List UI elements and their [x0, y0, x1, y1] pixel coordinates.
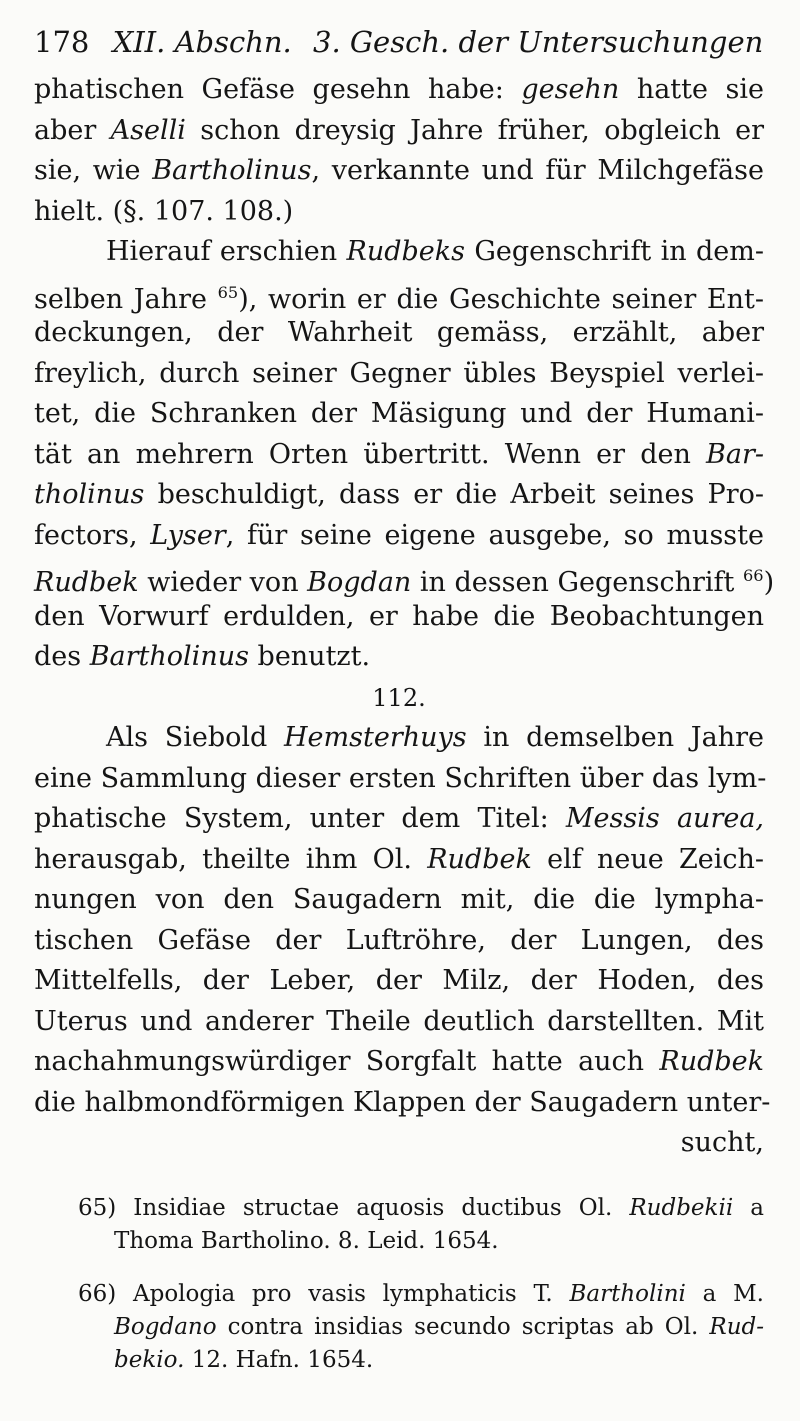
italic-name: Bar- — [706, 438, 764, 470]
text-run: selben Jahre — [34, 283, 218, 315]
italic-name: Bogdano — [114, 1313, 217, 1340]
italic-name: Bogdan — [307, 567, 412, 598]
italic-name: Hemsterhuys — [284, 722, 467, 753]
header-title: 3. Gesch. der Untersuchungen — [313, 25, 764, 59]
section-number — [34, 678, 764, 719]
text-line — [34, 394, 764, 435]
page-number: 178 — [34, 25, 90, 59]
text-run: ) — [763, 567, 775, 598]
text-line — [34, 151, 764, 192]
text-run: tät an mehrern Orten übertritt. Wenn er den — [34, 438, 707, 470]
text-run: 65) Insidiae structae aquosis ductibus Ol. — [78, 1194, 630, 1221]
text-run: Hierauf erschien — [106, 236, 347, 267]
italic-name: Rudbekii — [629, 1194, 734, 1221]
text-line — [34, 354, 764, 395]
text-run: a — [733, 1194, 764, 1221]
footnote-line — [34, 1344, 764, 1377]
text-line — [34, 111, 764, 152]
text-line — [34, 718, 764, 759]
text-run: sucht, — [680, 1127, 764, 1158]
text-run: nungen von den Saugadern mit, die die lympha- — [34, 884, 764, 915]
text-run: elf neue Zeich- — [531, 843, 764, 875]
text-line — [34, 313, 764, 354]
text-line — [34, 840, 764, 881]
body-text — [34, 70, 775, 1164]
text-run: schon dreysig Jahre früher, obgleich er — [185, 114, 765, 146]
footnote-line — [34, 1225, 764, 1258]
text-line — [34, 921, 764, 962]
text-run: des — [34, 641, 90, 672]
text-line — [34, 799, 764, 840]
text-line — [34, 556, 775, 598]
text-line — [34, 961, 764, 1002]
text-run: 66) Apologia pro vasis lymphaticis T. — [78, 1280, 570, 1307]
text-line — [34, 1083, 771, 1124]
text-run: sie, wie — [34, 155, 153, 186]
footnote-line — [34, 1278, 764, 1311]
italic-name: Aselli — [110, 114, 186, 146]
text-run: aber — [34, 114, 111, 146]
header-section: XII. Abschn. — [112, 25, 292, 59]
italic-name: Rudbek — [427, 843, 532, 875]
text-line — [34, 435, 764, 476]
text-line — [34, 1042, 764, 1083]
italic-name: bekio. — [114, 1346, 185, 1373]
running-header — [34, 18, 764, 66]
footnote-line — [34, 1311, 764, 1344]
text-line — [34, 273, 764, 314]
italic-name: Lyser — [150, 519, 226, 551]
text-run: ), worin er die Geschichte seiner Ent- — [238, 283, 764, 315]
text-run: wieder von — [138, 567, 308, 598]
footnote-ref: 65 — [217, 282, 239, 302]
text-run: benutzt. — [248, 641, 371, 672]
text-run: herausgab, theilte ihm Ol. — [34, 843, 428, 875]
text-line — [34, 1002, 764, 1043]
text-run: nachahmungswürdiger Sorgfalt hatte auch — [34, 1046, 660, 1077]
text-run: Mittelfells, der Leber, der Milz, der Hoden, des — [34, 965, 764, 996]
text-run: hielt. (§. 107. 108.) — [34, 195, 294, 227]
text-run: 112. — [372, 683, 426, 712]
text-run: Als Siebold — [106, 722, 285, 753]
text-line — [34, 597, 764, 638]
text-run: a M. — [685, 1280, 764, 1307]
text-run: tet, die Schranken der Mäsigung und der Humani- — [34, 398, 764, 429]
footnote-line — [34, 1192, 764, 1225]
italic-name: Rudbeks — [346, 236, 465, 267]
text-run: Uterus und anderer Theile deutlich darstellten. Mit — [34, 1005, 764, 1037]
text-run: , verkannte und für Milchgefäse — [311, 155, 764, 186]
text-line — [34, 759, 767, 800]
text-run: in dessen Gegenschrift — [411, 567, 743, 598]
text-run: beschuldigt, dass er die Arbeit seines Pro- — [144, 479, 764, 510]
text-line — [34, 880, 764, 921]
text-run: hatte sie — [619, 74, 764, 105]
text-line — [34, 475, 764, 516]
text-run: contra insidias secundo scriptas ab Ol. — [216, 1313, 710, 1340]
text-run: phatischen Gefäse gesehn habe: — [34, 74, 522, 105]
text-run: fectors, — [34, 519, 151, 551]
text-line — [34, 70, 764, 111]
text-run: in demselben Jahre — [466, 722, 764, 753]
italic-name: Bartholini — [569, 1280, 686, 1307]
text-line — [34, 192, 764, 233]
text-line — [34, 516, 764, 557]
footnote-ref: 66 — [742, 566, 764, 585]
text-run: phatische System, unter dem Titel: — [34, 803, 566, 834]
text-run: die halbmondförmigen Klappen der Saugadern unter- — [34, 1086, 771, 1118]
text-run: eine Sammlung dieser ersten Schriften über das lym- — [34, 762, 767, 794]
footnotes — [34, 1192, 764, 1377]
italic-name: Rudbek — [34, 567, 139, 598]
text-run: freylich, durch seiner Gegner übles Beyspiel verlei- — [34, 357, 764, 389]
italic-name: Rud- — [709, 1313, 764, 1340]
text-run: deckungen, der Wahrheit gemäss, erzählt, aber — [34, 317, 764, 348]
italic-name: Bartholinus — [152, 155, 312, 186]
text-run: Thoma Bartholino. 8. Leid. 1654. — [114, 1227, 499, 1254]
italic-name: Bartholinus — [89, 641, 249, 672]
text-run: tischen Gefäse der Luftröhre, der Lungen, des — [34, 924, 764, 956]
text-run: 12. Hafn. 1654. — [184, 1346, 374, 1373]
catchword — [34, 1123, 764, 1164]
text-line — [34, 232, 764, 273]
text-line — [34, 637, 764, 678]
italic-name: tholinus — [34, 479, 145, 510]
italic-name: Rudbek — [659, 1046, 764, 1077]
text-run: Gegenschrift in dem- — [464, 236, 764, 267]
italic-name: gesehn — [521, 74, 620, 105]
text-run: den Vorwurf erdulden, er habe die Beobachtungen — [34, 600, 764, 632]
text-run: , für seine eigene ausgebe, so musste — [225, 519, 764, 551]
italic-name: Messis aurea, — [565, 803, 765, 834]
